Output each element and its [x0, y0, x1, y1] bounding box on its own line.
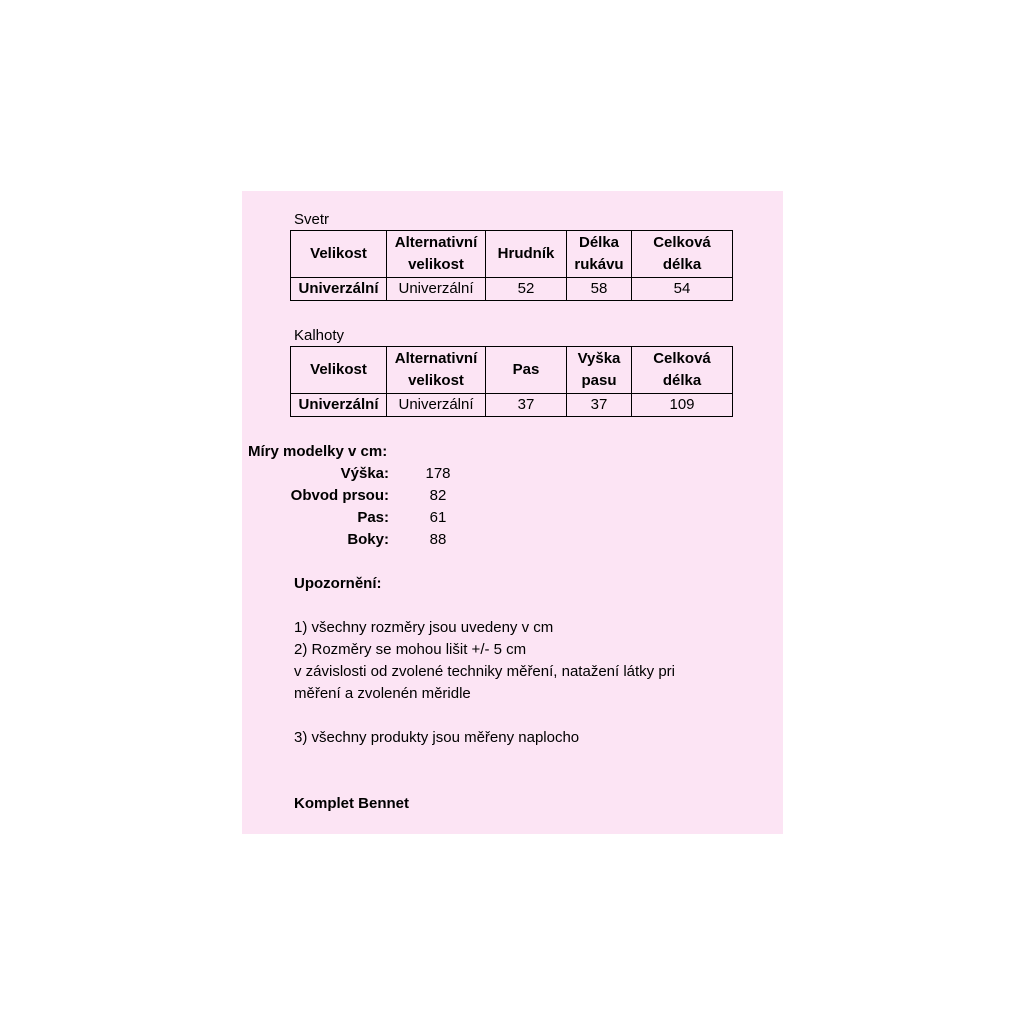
table-cell: 37	[486, 394, 567, 417]
pants-size-table	[290, 346, 733, 417]
measurement-label: Obvod prsou:	[290, 487, 389, 504]
header-cell: Pas	[486, 347, 567, 394]
table-header-row	[291, 231, 733, 278]
table-cell: Univerzální	[291, 278, 387, 301]
measurement-value: 178	[425, 465, 451, 482]
header-cell: Celková délka	[632, 231, 733, 278]
table-row	[291, 394, 733, 417]
notice-line: 1) všechny rozměry jsou uvedeny v cm	[294, 619, 554, 636]
table-cell: 37	[567, 394, 632, 417]
product-name: Komplet Bennet	[294, 795, 410, 812]
measurement-label: Boky:	[347, 531, 389, 548]
table-row	[291, 278, 733, 301]
header-cell: Velikost	[291, 231, 387, 278]
table-cell: 109	[632, 394, 733, 417]
measurement-value: 88	[429, 531, 447, 548]
pants-title: Kalhoty	[294, 327, 345, 344]
sweater-title: Svetr	[294, 211, 330, 228]
notice-line: v závislosti od zvolené techniky měření, natažení látky pri	[294, 663, 676, 680]
table-cell: Univerzální	[387, 278, 486, 301]
table-cell: 54	[632, 278, 733, 301]
measurement-value: 82	[429, 487, 447, 504]
notice-heading: Upozornění:	[294, 575, 382, 592]
sweater-size-table	[290, 230, 733, 301]
table-cell: Univerzální	[387, 394, 486, 417]
table-header-row	[291, 347, 733, 394]
header-cell: Hrudník	[486, 231, 567, 278]
header-cell: Velikost	[291, 347, 387, 394]
header-cell: Alternativní velikost	[387, 347, 486, 394]
notice-line: 2) Rozměry se mohou lišit +/- 5 cm	[294, 641, 527, 658]
header-cell: Alternativní velikost	[387, 231, 486, 278]
measurement-value: 61	[429, 509, 447, 526]
notice-line: 3) všechny produkty jsou měřeny naplocho	[294, 729, 580, 746]
table-cell: 52	[486, 278, 567, 301]
header-cell: Celková délka	[632, 347, 733, 394]
measurement-label: Výška:	[340, 465, 389, 482]
notice-line: měření a zvolenén měridle	[294, 685, 471, 702]
table-cell: Univerzální	[291, 394, 387, 417]
model-measurements-heading: Míry modelky v cm:	[248, 443, 388, 460]
header-cell: Vyška pasu	[567, 347, 632, 394]
header-cell: Délka rukávu	[567, 231, 632, 278]
table-cell: 58	[567, 278, 632, 301]
measurement-label: Pas:	[357, 509, 389, 526]
